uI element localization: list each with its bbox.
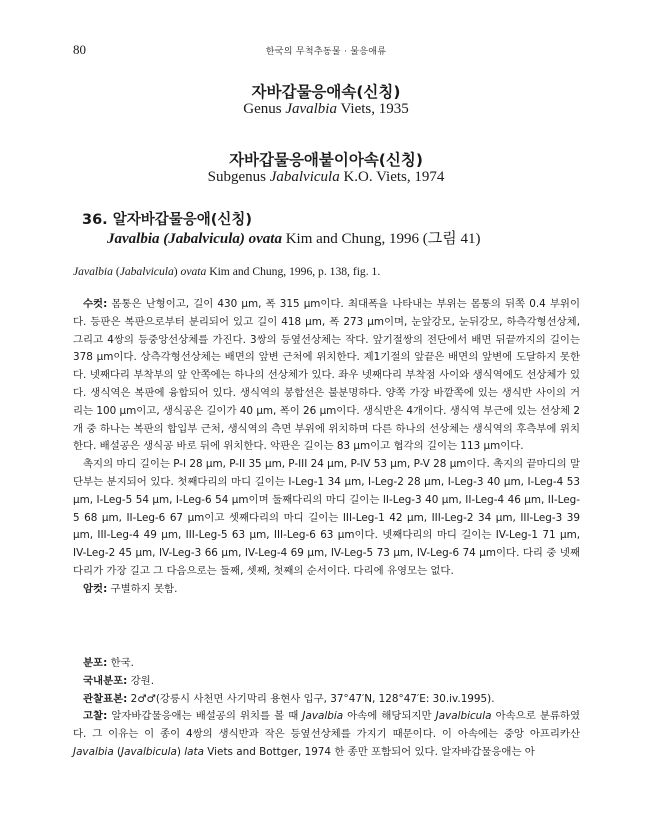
specimens-examined: 관찰표본: 2♂♂(강릉시 사천면 사기막리 용현사 입구, 37°47′N, 128°47′E: 30.iv.1995). xyxy=(83,692,495,705)
page-number: 80 xyxy=(73,42,86,57)
subgenus-name: Jabalvicula xyxy=(269,169,340,185)
genus-latin-title: Genus Javalbia Viets, 1935 xyxy=(243,101,409,117)
species-heading: 36. 알자바갑물응애(신칭) xyxy=(82,212,253,228)
female-label: 암컷: xyxy=(83,582,108,595)
distribution-section xyxy=(73,655,580,762)
genus-korean-title: 자바갑물응애속(신칭) xyxy=(251,83,401,101)
appendage-measurements: 촉지의 마디 길이는 P-I 28 μm, P-II 35 μm, P-III 24 μm, P-IV 53 μm, P-V 28 μm이다. 촉지의 끝마디의 말단부는 분지되어 있다. 첫째다리의 마디 길이는 I-Leg-1 34 μm, I-Leg-2 28 μm, I-Leg-3 40 μm, I-Leg-4 53 μm, I-Leg-5 54 μm, I-Leg-6 54 μm이며 둘째다리의 마디 길이는 II-Leg-3 40 μm, II-Leg-4 46 μm, II-Leg-5 68 μm, II-Leg-6 67 μm이고 셋째다리의 마디 길이는 III-Leg-1 42 μm, III-Leg-2 34 μm, III-Leg-3 39 μm, III-Leg-4 49 μm, III-Leg-5 63 μm, III-Leg-6 63 μm이다. 넷째다리의 마디 길이는 IV-Leg-1 71 μm, IV-Leg-2 45 μm, IV-Leg-3 66 μm, IV-Leg-4 69 μm, IV-Leg-5 73 μm, IV-Leg-6 74 μm이다. 다리 중 넷째다리가 가장 길고 그 다음으로는 둘째, 셋째, 첫째의 순서이다. 다리에 유영모는 없다. xyxy=(73,458,581,577)
subgenus-korean-title: 자바갑물응애붙이아속(신칭) xyxy=(229,151,423,169)
species-scientific-name: Javalbia (Jabalvicula) ovata Kim and Chung, 1996 (그림 41) xyxy=(107,231,481,247)
male-label: 수컷: xyxy=(83,298,108,310)
subgenus-latin-title: Subgenus Jabalvicula K.O. Viets, 1974 xyxy=(207,169,445,185)
male-description: 수컷: 몸통은 난형이고, 길이 430 μm, 폭 315 μm이다. 최대폭을 나타내는 부위는 몸통의 뒤쪽 0.4 부위이다. 등판은 복판으로부터 분리되어 있고 길이 418 μm, 폭 273 μm이며, 눈앞강모, 눈뒤강모, 하측각형선상체, 그리고 4쌍의 등중앙선상체를 가진다. 3쌍의 등옆선상체는 작다. 앞기절쌍의 전단에서 배면 뒤끝까지의 길이는 378 μm이다. 상측각형선상체는 배면의 앞변 근처에 위치한다. 제1기절의 앞끝은 배면의 앞변에 도달하지 못한다. 넷째다리 부착부의 앞 안쪽에는 하나의 선상체가 있다. 좌우 넷째다리 부착점 사이와 생식역에도 선상체가 있다. 생식역은 복판에 융합되어 있다. 생식역의 봉합선은 불분명하다. 양쪽 가장 바깥쪽에 있는 생식반 사이의 거리는 100 μm이고, 생식공은 길이가 40 μm, 폭이 26 μm이다. 생식반은 4개이다. 생식역 부근에 있는 선상체 2개 중 하나는 복판의 합입부 근처, 생식역의 측면 부위에 위치하며 다른 하나의 선상체는 생식역의 후측부에 위치한다. 배설공은 생식공 바로 뒤에 위치한다. 악판은 길이는 83 μm이고 협각의 길이는 113 μm이다. xyxy=(73,298,580,453)
running-head: 한국의 무척추동물 · 물응애류 xyxy=(265,47,387,57)
description-section xyxy=(73,296,580,599)
domestic-distribution: 국내분포: 강원. xyxy=(83,674,154,687)
species-citation: Javalbia (Jabalvicula) ovata Kim and Chung, 1996, p. 138, fig. 1. xyxy=(73,265,381,278)
distribution: 분포: 한국. xyxy=(83,657,134,669)
genus-name: Javalbia xyxy=(285,101,337,117)
remarks: 고찰: 알자바갑물응애는 배설공의 위치를 볼 때 Javalbia 아속에 해당되지만 Javalbicula 아속으로 분류하였다. 그 이유는 이 종이 4쌍의 생식반과 작은 등옆선상체를 가지기 때문이다. 이 아속에는 중앙 아프리카산 Javalbia (Javalbicula) lata Viets and Bottger, 1974 한 종만 포함되어 있다. 알자바갑물응애는 아 xyxy=(73,710,580,758)
female-description: 암컷: 구별하지 못함. xyxy=(83,582,178,595)
